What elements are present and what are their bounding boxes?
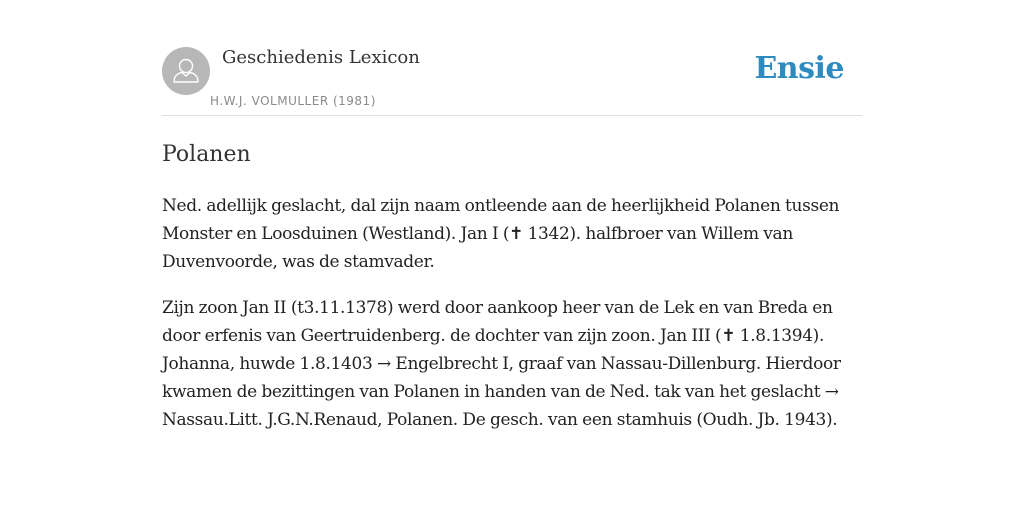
entry-card <box>162 0 862 512</box>
source-header <box>162 0 862 116</box>
source-author[interactable]: H.W.J. VOLMULLER (1981) <box>210 94 376 108</box>
source-title[interactable]: Geschiedenis Lexicon <box>222 47 420 68</box>
entry-body <box>162 192 862 452</box>
entry-title: Polanen <box>162 142 251 167</box>
user-silhouette-icon[interactable] <box>162 47 210 95</box>
ensie-logo[interactable]: Ensie <box>754 51 844 86</box>
entry-paragraph: Ned. adellijk geslacht, dal zijn naam ontleende aan de heerlijkheid Polanen tussen Monster en Loosduinen (Westland). Jan I (✝ 1342). halfbroer van Willem van Duvenvoorde, was de stamvader. <box>162 196 840 272</box>
entry-paragraph: Zijn zoon Jan II (t3.11.1378) werd door aankoop heer van de Lek en van Breda en door erfenis van Geertruidenberg. de dochter van zijn zoon. Jan III (✝ 1.8.1394). Johanna, huwde 1.8.1403 → Engelbrecht I, graaf van Nassau-Dillenburg. Hierdoor kwamen de bezittingen van Polanen in handen van de Ned. tak van het geslacht → Nassau.Litt. J.G.N.Renaud, Polanen. De gesch. van een stamhuis (Oudh. Jb. 1943). <box>162 298 841 430</box>
